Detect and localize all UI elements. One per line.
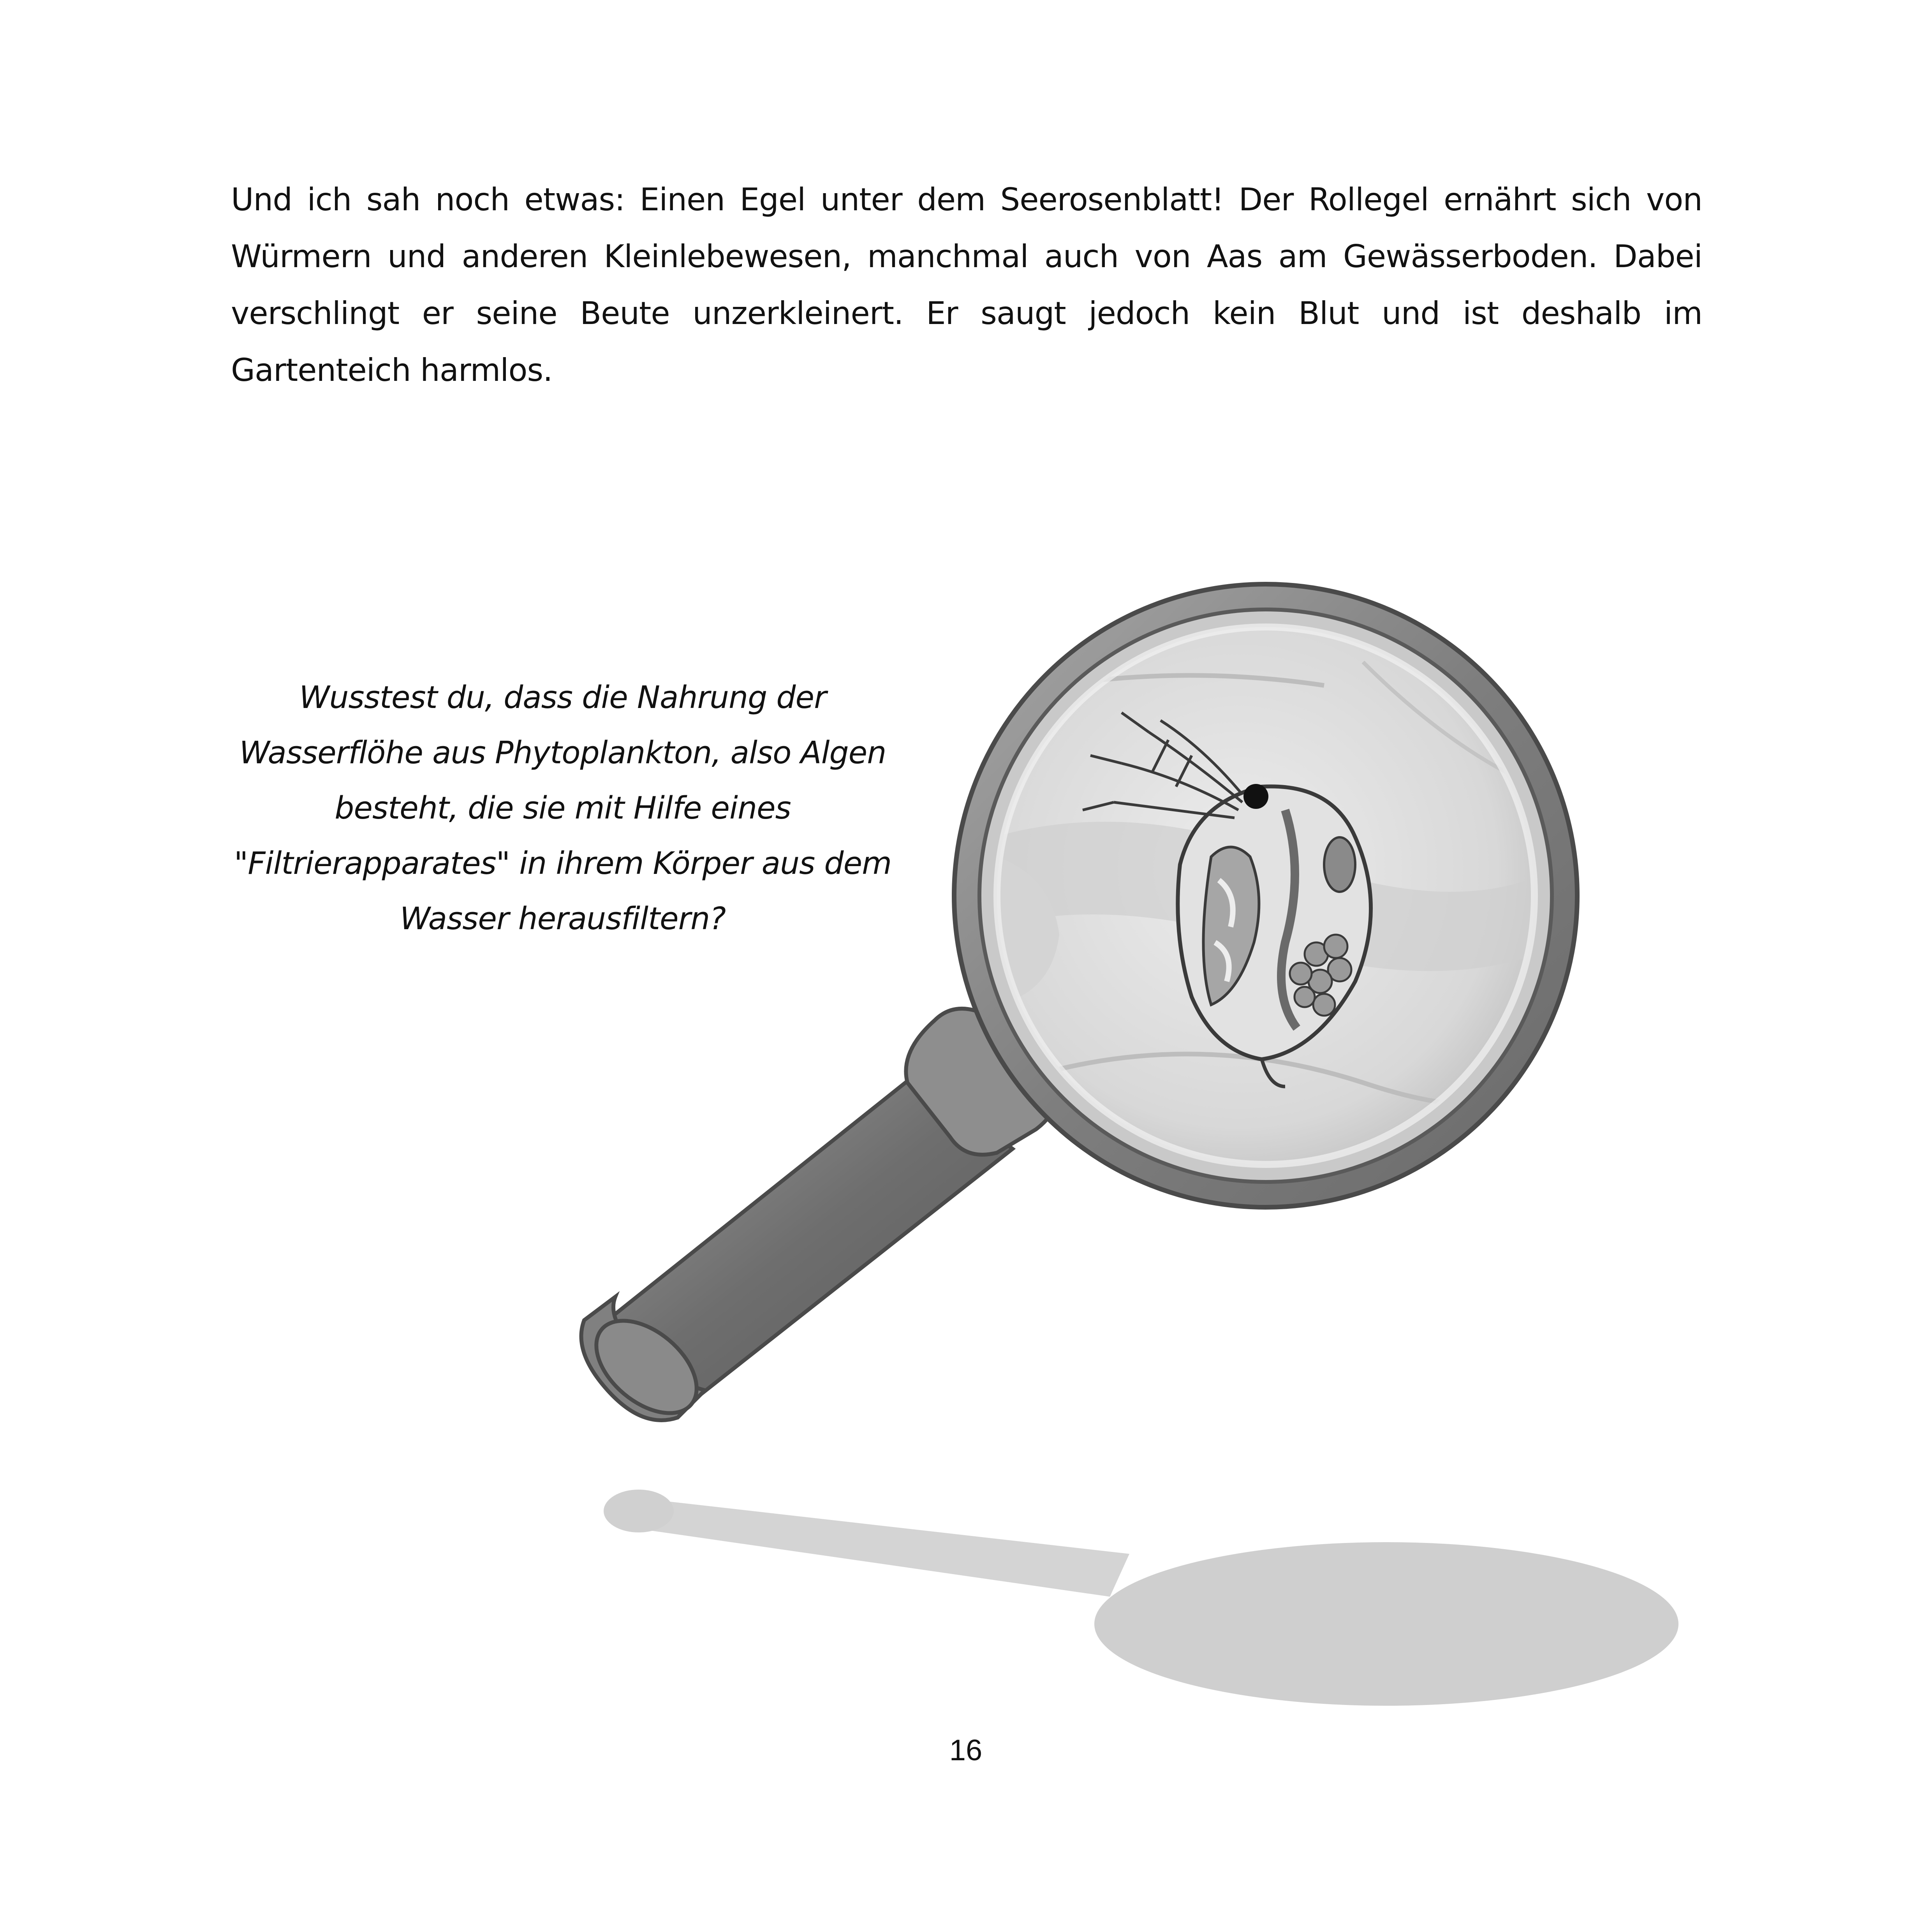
handle [579, 1009, 1057, 1431]
page-number: 16 [949, 1734, 983, 1767]
fact-box-text: Wusstest du, dass die Nahrung der Wasserflöhe aus Phytoplankton, also Algen besteht, die sie mit Hilfe eines "Filtrierapparates" in ihrem Körper aus dem Wasser herausfiltern? [234, 680, 892, 937]
shadow [604, 1490, 1678, 1706]
body-paragraph: Und ich sah noch etwas: Einen Egel unter dem Seerosenblatt! Der Rollegel ernährt sich von Würmern und anderen Kleinlebewesen, manchmal auch von Aas am Gewässerboden. Dabei verschlingt er seine Beute unzerkleinert. Er saugt jedoch kein Blut und ist deshalb im Gartenteich harmlos. [231, 181, 1702, 388]
